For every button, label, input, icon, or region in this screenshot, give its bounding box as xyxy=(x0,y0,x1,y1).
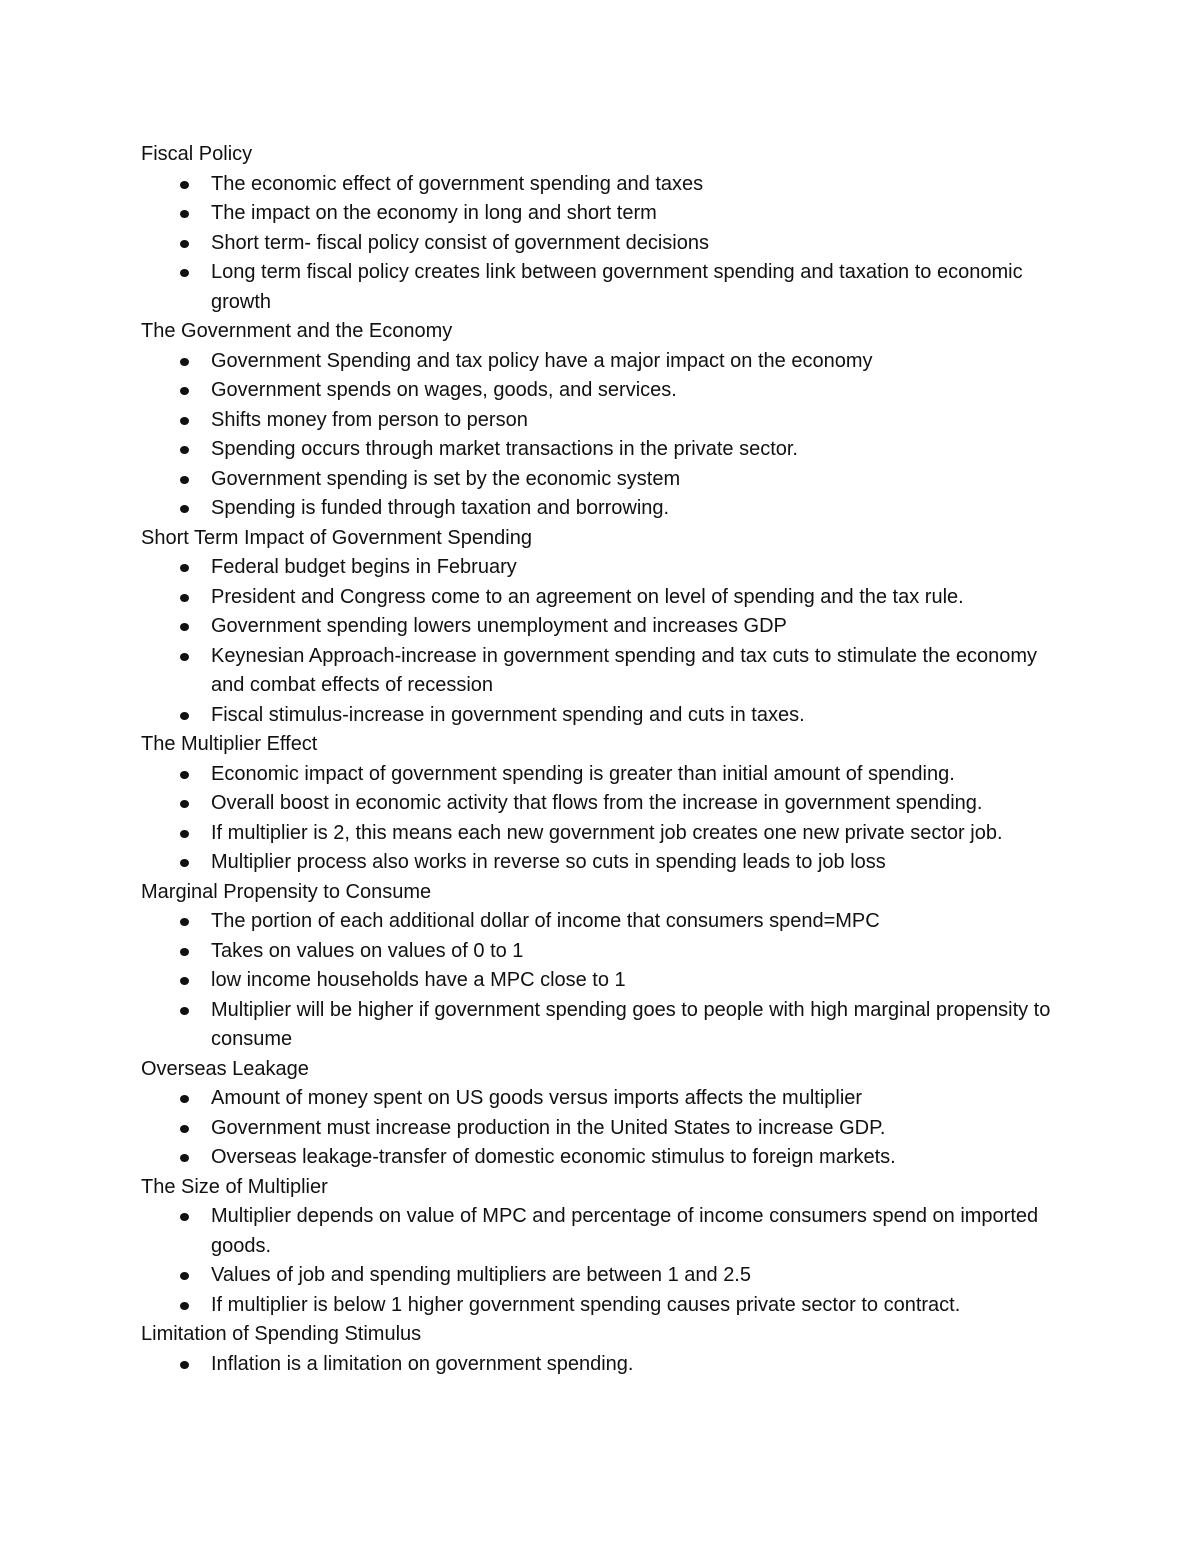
list-item-text: Long term fiscal policy creates link between government spending and taxation to economic growth xyxy=(211,261,1023,313)
bullet-icon xyxy=(180,476,189,484)
section-heading: The Government and the Economy xyxy=(141,320,453,342)
list-item-text: Values of job and spending multipliers are between 1 and 2.5 xyxy=(211,1264,751,1286)
bullet-icon xyxy=(180,1302,189,1310)
list-item xyxy=(141,1202,1071,1261)
bullet-icon xyxy=(180,564,189,572)
list-item xyxy=(141,1143,1071,1173)
list-item-text: The impact on the economy in long and short term xyxy=(211,202,657,224)
list-item xyxy=(141,258,1071,317)
list-item xyxy=(141,701,1071,731)
section-heading: Overseas Leakage xyxy=(141,1057,309,1080)
list-item xyxy=(141,907,1071,937)
list-item-text: If multiplier is 2, this means each new government job creates one new private sector job. xyxy=(211,821,1003,844)
list-item-text: low income households have a MPC close to 1 xyxy=(211,969,626,991)
bullet-icon xyxy=(180,181,189,189)
list-item-text: Government spends on wages, goods, and services. xyxy=(211,379,677,401)
list-item-text: Multiplier process also works in reverse so cuts in spending leads to job loss xyxy=(211,851,886,873)
bullet-icon xyxy=(180,948,189,956)
bullet-list xyxy=(141,347,1071,524)
list-item xyxy=(141,229,1071,259)
list-item-text: Spending is funded through taxation and borrowing. xyxy=(211,497,670,519)
list-item xyxy=(141,789,1071,819)
document-body xyxy=(141,140,1071,1379)
list-item xyxy=(141,376,1071,406)
bullet-icon xyxy=(180,859,189,867)
bullet-list xyxy=(141,170,1071,318)
section-heading: Marginal Propensity to Consume xyxy=(141,880,432,903)
list-item xyxy=(141,583,1071,613)
bullet-icon xyxy=(180,1272,189,1280)
list-item-text: Spending occurs through market transactions in the private sector. xyxy=(211,438,798,460)
list-item xyxy=(141,1291,1071,1321)
list-item-text: Federal budget begins in February xyxy=(211,556,517,578)
bullet-icon xyxy=(180,505,189,513)
list-item xyxy=(141,1084,1071,1114)
bullet-icon xyxy=(180,358,189,366)
list-item xyxy=(141,553,1071,583)
list-item-text: Government must increase production in the United States to increase GDP. xyxy=(211,1116,886,1139)
bullet-icon xyxy=(180,653,189,661)
list-item-text: If multiplier is below 1 higher government spending causes private sector to contract. xyxy=(211,1293,961,1316)
list-item xyxy=(141,199,1071,229)
list-item-text: Overseas leakage-transfer of domestic economic stimulus to foreign markets. xyxy=(211,1146,896,1168)
list-item-text: Multiplier depends on value of MPC and percentage of income consumers spend on imported goods. xyxy=(211,1205,1039,1257)
section-heading: The Size of Multiplier xyxy=(141,1175,328,1198)
list-item xyxy=(141,612,1071,642)
list-item xyxy=(141,1114,1071,1144)
list-item xyxy=(141,819,1071,849)
list-item-text: Shifts money from person to person xyxy=(211,408,528,431)
bullet-icon xyxy=(180,1007,189,1015)
list-item-text: President and Congress come to an agreement on level of spending and the tax rule. xyxy=(211,585,964,608)
list-item xyxy=(141,494,1071,524)
list-item-text: Short term- fiscal policy consist of government decisions xyxy=(211,231,709,254)
bullet-list xyxy=(141,760,1071,878)
list-item-text: The economic effect of government spending and taxes xyxy=(211,172,704,195)
section-heading: Short Term Impact of Government Spending xyxy=(141,526,532,549)
bullet-icon xyxy=(180,1213,189,1221)
bullet-icon xyxy=(180,830,189,838)
section-heading: The Multiplier Effect xyxy=(141,733,318,755)
list-item xyxy=(141,966,1071,996)
section-heading: Fiscal Policy xyxy=(141,143,253,165)
bullet-icon xyxy=(180,918,189,926)
bullet-list xyxy=(141,1084,1071,1173)
list-item xyxy=(141,760,1071,790)
bullet-icon xyxy=(180,771,189,779)
list-item xyxy=(141,435,1071,465)
list-item-text: Government Spending and tax policy have a major impact on the economy xyxy=(211,349,873,372)
bullet-icon xyxy=(180,594,189,602)
bullet-icon xyxy=(180,977,189,985)
list-item xyxy=(141,1350,1071,1380)
bullet-list xyxy=(141,1350,1071,1380)
bullet-icon xyxy=(180,800,189,808)
bullet-list xyxy=(141,553,1071,730)
list-item xyxy=(141,170,1071,200)
section-heading: Limitation of Spending Stimulus xyxy=(141,1323,422,1345)
bullet-icon xyxy=(180,623,189,631)
list-item-text: Overall boost in economic activity that flows from the increase in government spending. xyxy=(211,792,983,814)
bullet-icon xyxy=(180,387,189,395)
list-item-text: Multiplier will be higher if government spending goes to people with high marginal propensity to consume xyxy=(211,998,1051,1050)
list-item xyxy=(141,406,1071,436)
list-item-text: Government spending is set by the economic system xyxy=(211,467,681,490)
list-item-text: Inflation is a limitation on government spending. xyxy=(211,1352,634,1375)
bullet-icon xyxy=(180,417,189,425)
bullet-list xyxy=(141,907,1071,1055)
list-item-text: Government spending lowers unemployment and increases GDP xyxy=(211,615,787,637)
bullet-icon xyxy=(180,240,189,248)
list-item-text: Amount of money spent on US goods versus imports affects the multiplier xyxy=(211,1087,863,1109)
list-item xyxy=(141,937,1071,967)
bullet-icon xyxy=(180,1095,189,1103)
list-item xyxy=(141,996,1071,1055)
bullet-icon xyxy=(180,712,189,720)
bullet-list xyxy=(141,1202,1071,1320)
list-item-text: Keynesian Approach-increase in government spending and tax cuts to stimulate the economy and combat effects of recession xyxy=(211,644,1038,696)
bullet-icon xyxy=(180,446,189,454)
bullet-icon xyxy=(180,210,189,218)
list-item-text: Takes on values on values of 0 to 1 xyxy=(211,939,524,962)
list-item xyxy=(141,848,1071,878)
list-item-text: Economic impact of government spending is greater than initial amount of spending. xyxy=(211,762,955,785)
bullet-icon xyxy=(180,1154,189,1162)
list-item-text: The portion of each additional dollar of income that consumers spend=MPC xyxy=(211,910,880,932)
list-item xyxy=(141,1261,1071,1291)
bullet-icon xyxy=(180,269,189,277)
list-item xyxy=(141,642,1071,701)
bullet-icon xyxy=(180,1125,189,1133)
list-item-text: Fiscal stimulus-increase in government spending and cuts in taxes. xyxy=(211,703,805,726)
list-item xyxy=(141,465,1071,495)
bullet-icon xyxy=(180,1361,189,1369)
list-item xyxy=(141,347,1071,377)
